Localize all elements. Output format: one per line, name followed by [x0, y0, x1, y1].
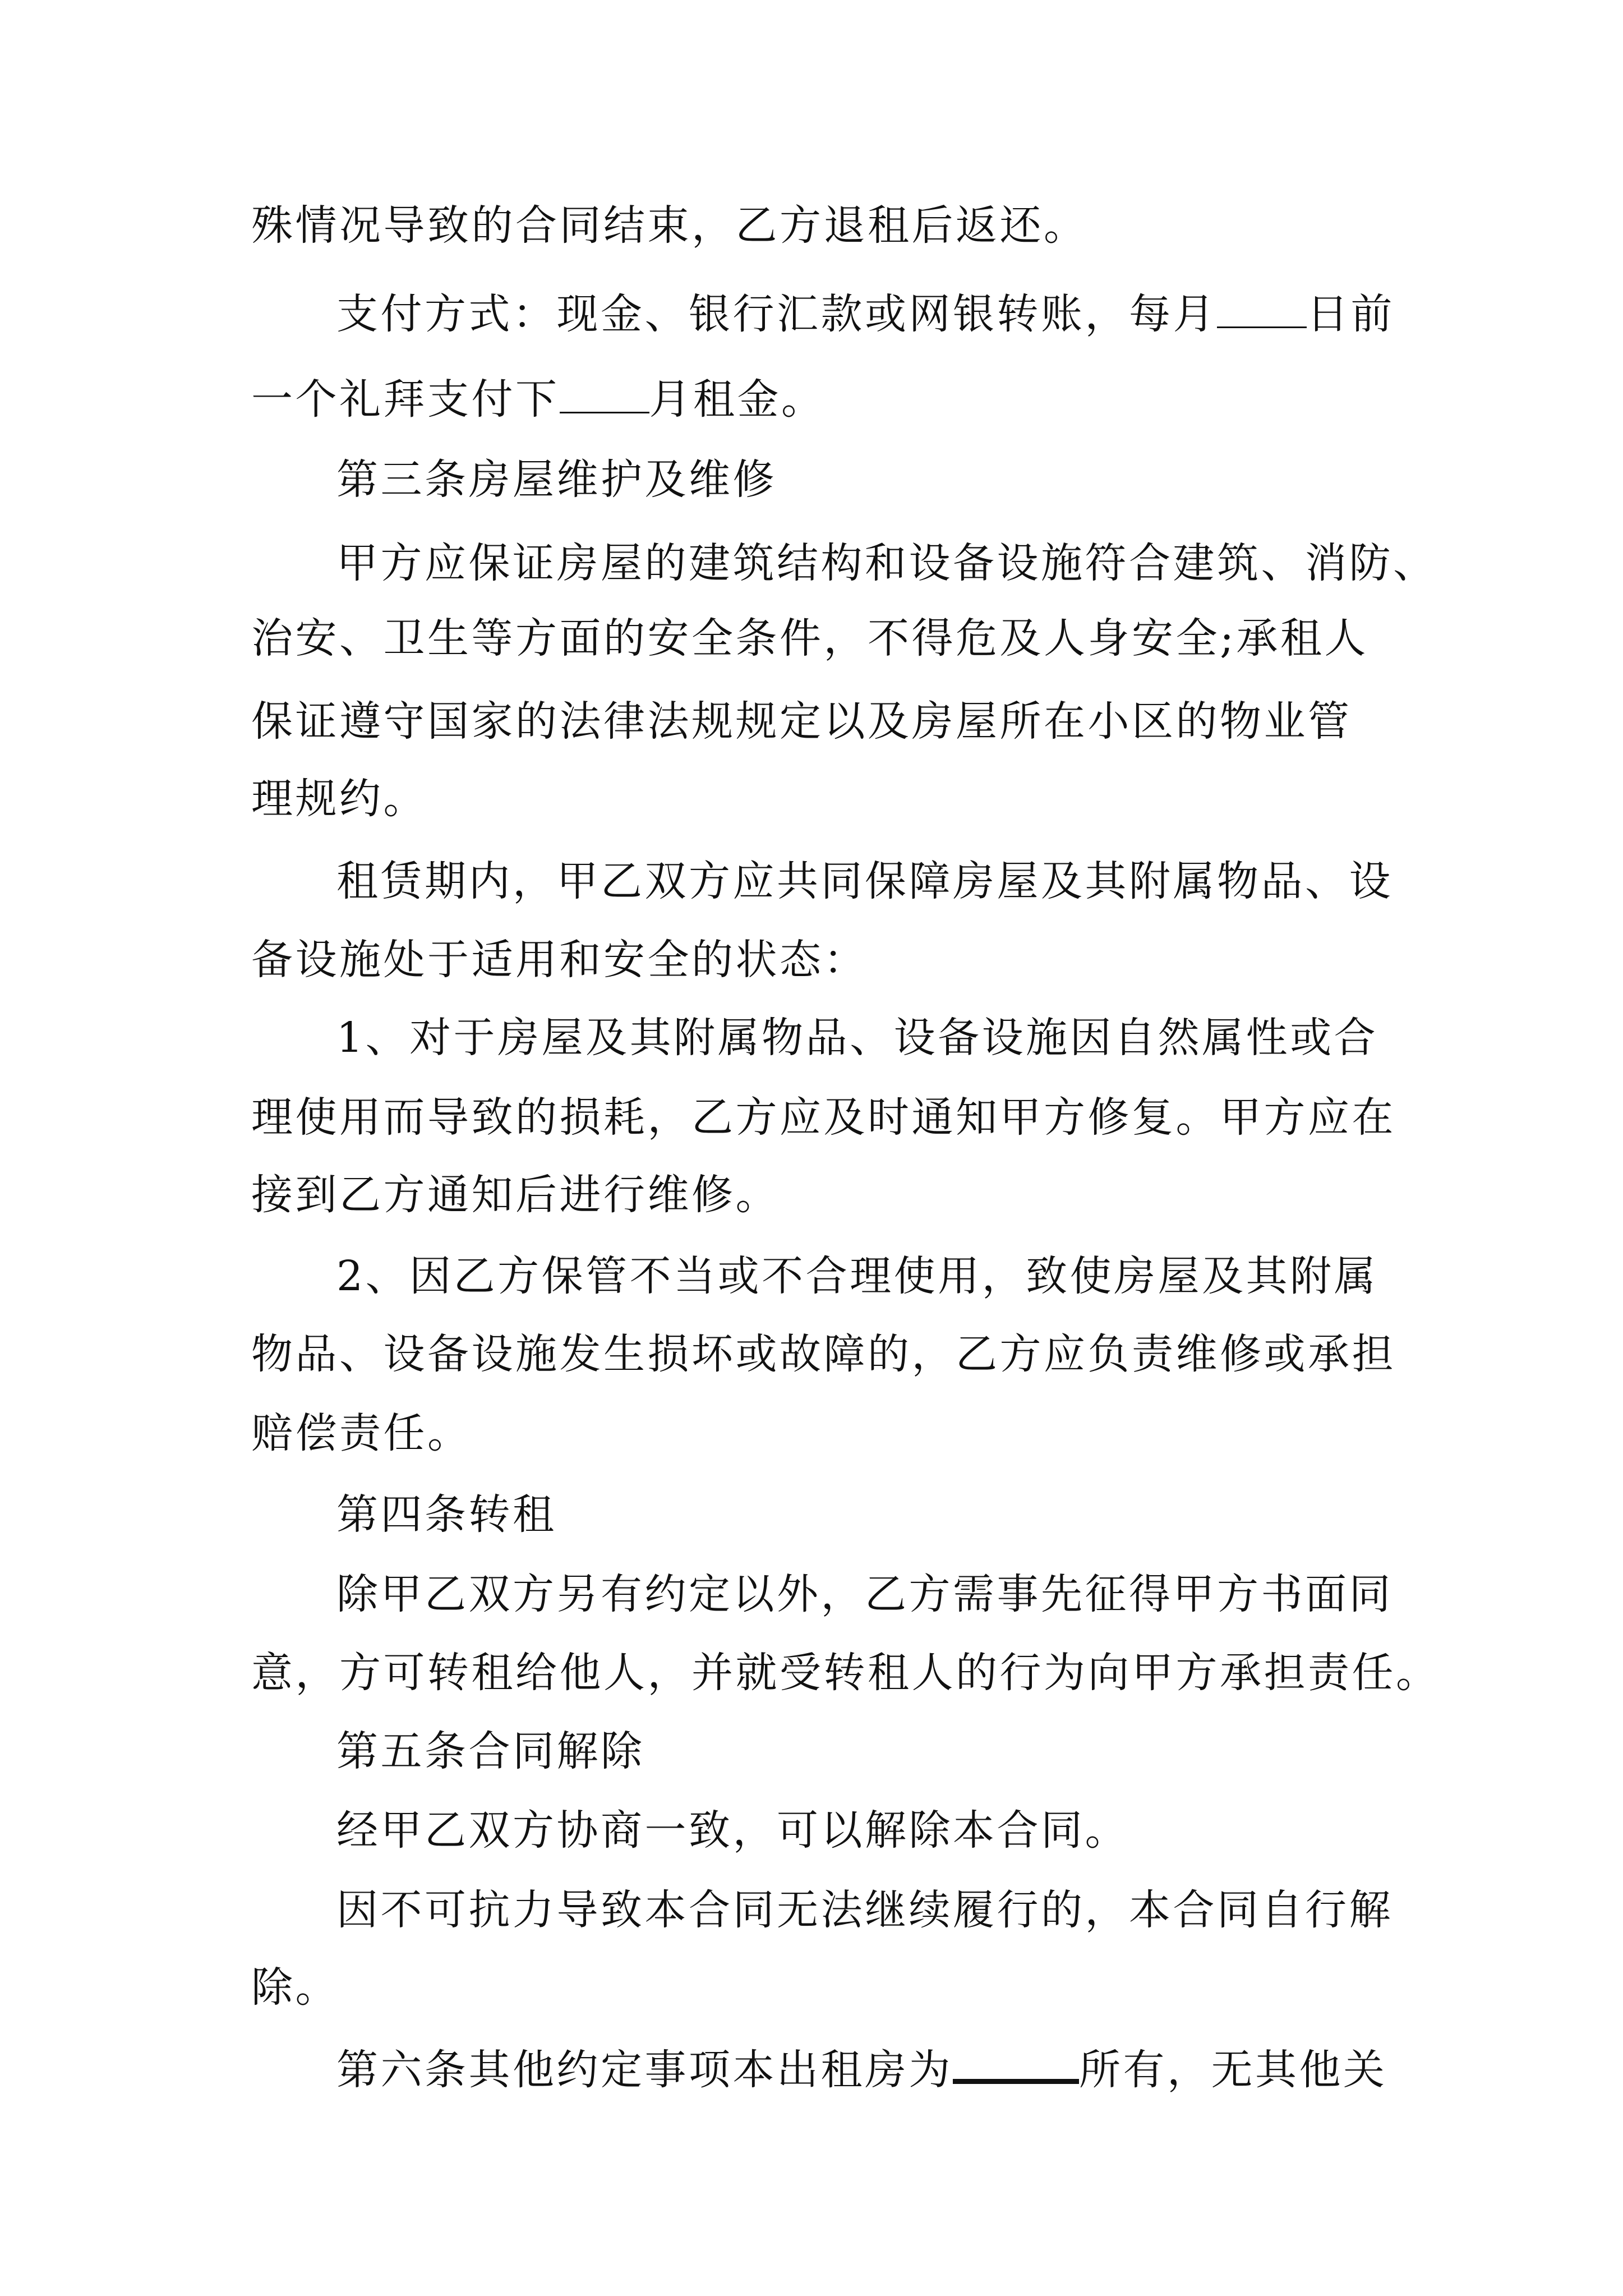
text-segment: 日前 — [1307, 290, 1395, 338]
text-line-21 — [336, 1802, 1486, 1858]
text-segment: 支付方式：现金、银行汇款或网银转账，每月 — [336, 290, 1217, 338]
text-segment: 理规约。 — [251, 775, 427, 823]
text-line-12 — [251, 1089, 1401, 1145]
text-segment: 第四条转租 — [336, 1490, 557, 1539]
text-segment: 所有，无其他关 — [1079, 2046, 1387, 2094]
text-line-24 — [336, 2042, 1486, 2098]
text-line-9 — [336, 853, 1486, 909]
text-segment: 甲方应保证房屋的建筑结构和设备设施符合建筑、消防、 — [336, 539, 1437, 587]
text-line-11 — [336, 1010, 1486, 1066]
text-line-22 — [336, 1882, 1486, 1938]
text-segment: 除甲乙双方另有约定以外，乙方需事先征得甲方书面同 — [336, 1570, 1393, 1618]
text-segment: 第五条合同解除 — [336, 1727, 645, 1775]
text-segment: 第六条其他约定事项本出租房为 — [336, 2046, 953, 2094]
text-line-8 — [251, 771, 1401, 827]
text-segment: 接到乙方通知后进行维修。 — [251, 1171, 780, 1219]
text-segment: 1、对于房屋及其附属物品、设备设施因自然属性或合 — [336, 1014, 1378, 1062]
text-segment: 治安、卫生等方面的安全条件，不得危及人身安全;承租人 — [251, 614, 1368, 662]
section-heading-5 — [336, 1723, 1486, 1779]
text-segment: 一个礼拜支付下 — [251, 375, 560, 424]
text-line-6 — [251, 610, 1401, 666]
text-segment: 第三条房屋维护及维修 — [336, 455, 777, 504]
text-line-10 — [251, 932, 1401, 988]
text-segment: 意，方可转租给他人，并就受转租人的行为向甲方承担责任。 — [251, 1649, 1440, 1697]
text-line-14 — [336, 1248, 1486, 1304]
blank-underline — [560, 377, 649, 413]
blank-underline-bold — [953, 2044, 1079, 2084]
text-segment: 理使用而导致的损耗，乙方应及时通知甲方修复。甲方应在 — [251, 1093, 1396, 1142]
text-line-13 — [251, 1167, 1401, 1223]
text-segment: 备设施处于适用和安全的状态： — [251, 936, 868, 984]
text-line-16 — [251, 1405, 1401, 1461]
text-segment: 保证遵守国家的法律法规规定以及房屋所在小区的物业管 — [251, 697, 1352, 746]
text-segment: 除。 — [251, 1963, 339, 2012]
section-heading-4 — [336, 1487, 1486, 1543]
text-line-5 — [336, 535, 1486, 591]
text-segment: 经甲乙双方协商一致，可以解除本合同。 — [336, 1806, 1129, 1855]
text-line-2 — [336, 286, 1486, 342]
text-segment: 物品、设备设施发生损坏或故障的，乙方应负责维修或承担 — [251, 1330, 1396, 1378]
text-segment: 赔偿责任。 — [251, 1409, 472, 1457]
text-line-19 — [251, 1645, 1440, 1701]
text-line-7 — [251, 693, 1401, 749]
text-segment: 租赁期内，甲乙双方应共同保障房屋及其附属物品、设 — [336, 857, 1393, 905]
text-line-15 — [251, 1326, 1401, 1382]
text-line-23 — [251, 1959, 1401, 2016]
section-heading-3 — [336, 452, 1486, 508]
text-segment: 因不可抗力导致本合同无法继续履行的，本合同自行解 — [336, 1886, 1393, 1934]
text-line-3 — [251, 371, 1401, 427]
text-line-1 — [251, 197, 1401, 254]
text-segment: 2、因乙方保管不当或不合理使用，致使房屋及其附属 — [336, 1252, 1378, 1300]
blank-underline — [1217, 292, 1307, 328]
text-line-18 — [336, 1566, 1486, 1622]
text-segment: 月租金。 — [649, 375, 826, 424]
text-segment: 殊情况导致的合同结束，乙方退租后返还。 — [251, 201, 1088, 250]
